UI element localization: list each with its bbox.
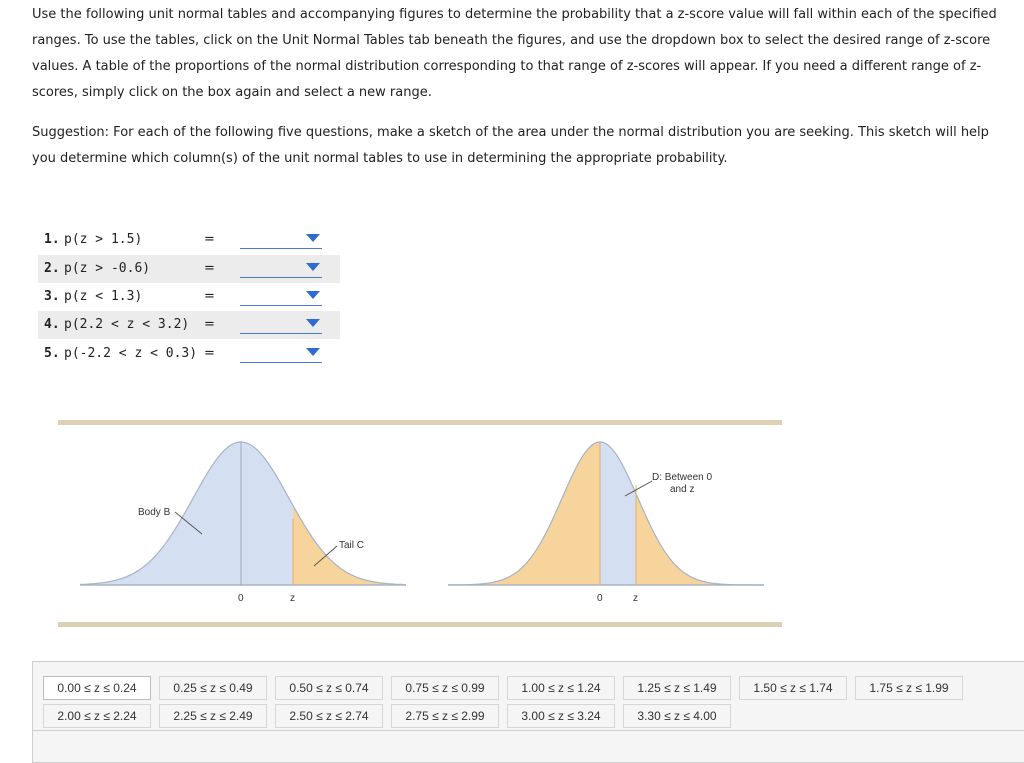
right-left-area (448, 442, 600, 585)
between-label-line2: and z (670, 484, 695, 495)
tab-range-1-00[interactable]: 1.00 ≤ z ≤ 1.24 (507, 676, 615, 700)
tail-c-label: Tail C (339, 540, 365, 551)
question-number: 1. (44, 232, 60, 247)
question-expression: p(z > -0.6) (64, 261, 151, 276)
equals-sign: = (204, 317, 215, 332)
equals-sign: = (204, 261, 215, 276)
tab-range-0-75[interactable]: 0.75 ≤ z ≤ 0.99 (391, 676, 499, 700)
tab-range-2-25[interactable]: 2.25 ≤ z ≤ 2.49 (159, 704, 267, 728)
answer-dropdown-4[interactable] (240, 315, 322, 334)
answer-dropdown-2[interactable] (240, 259, 322, 278)
panel-divider (33, 730, 1024, 731)
tab-range-1-75[interactable]: 1.75 ≤ z ≤ 1.99 (855, 676, 963, 700)
equals-sign: = (204, 346, 215, 361)
normal-distribution-figure (58, 428, 782, 618)
tab-range-1-25[interactable]: 1.25 ≤ z ≤ 1.49 (623, 676, 731, 700)
tab-range-0-00[interactable]: 0.00 ≤ z ≤ 0.24 (43, 676, 151, 700)
figure-bottom-border (58, 622, 782, 627)
equals-sign: = (204, 232, 215, 247)
left-body-area (80, 442, 293, 585)
question-number: 2. (44, 261, 60, 276)
tab-range-2-50[interactable]: 2.50 ≤ z ≤ 2.74 (275, 704, 383, 728)
question-row-4 (38, 311, 340, 339)
dropdown-arrow-icon (306, 291, 320, 299)
figure-top-border (58, 420, 782, 425)
answer-dropdown-5[interactable] (240, 344, 322, 363)
question-expression: p(z > 1.5) (64, 232, 143, 247)
right-axis-zero: 0 (597, 593, 603, 604)
tab-range-2-00[interactable]: 2.00 ≤ z ≤ 2.24 (43, 704, 151, 728)
right-tail-area (636, 494, 764, 585)
question-expression: p(z < 1.3) (64, 289, 143, 304)
instructions-paragraph: Use the following unit normal tables and accompanying figures to determine the probability that a z-score value will fall within each of the specified ranges. To use the tables, click on the Unit Normal Tables tab beneath the figures, and use the dropdown box to select the desired range of z-score values. A table of the proportions of the normal distribution corresponding to that range of z-scores will appear. If you need a different range of z-scores, simply click on the box again and select a new range. (32, 7, 997, 100)
tab-range-0-25[interactable]: 0.25 ≤ z ≤ 0.49 (159, 676, 267, 700)
answer-dropdown-1[interactable] (240, 230, 322, 249)
question-expression: p(2.2 < z < 3.2) (64, 317, 190, 332)
suggestion-paragraph: Suggestion: For each of the following five questions, make a sketch of the area under the normal distribution you are seeking. This sketch will help you determine which column(s) of the unit normal tables to use in determining the appropriate probability. (32, 125, 989, 166)
right-between-area (600, 442, 636, 585)
tab-range-3-30[interactable]: 3.30 ≤ z ≤ 4.00 (623, 704, 731, 728)
equals-sign: = (204, 289, 215, 304)
tab-range-0-50[interactable]: 0.50 ≤ z ≤ 0.74 (275, 676, 383, 700)
dropdown-arrow-icon (306, 234, 320, 242)
question-row-3 (38, 283, 340, 311)
dropdown-arrow-icon (306, 263, 320, 271)
left-axis-z: z (290, 593, 295, 604)
question-row-1 (38, 226, 340, 254)
right-axis-z: z (633, 593, 638, 604)
answer-dropdown-3[interactable] (240, 287, 322, 306)
between-label-line1: D: Between 0 (652, 472, 713, 483)
unit-normal-tables-panel (32, 661, 1024, 763)
question-expression: p(-2.2 < z < 0.3) (64, 346, 198, 361)
question-number: 3. (44, 289, 60, 304)
question-row-2 (38, 255, 340, 283)
tab-range-3-00[interactable]: 3.00 ≤ z ≤ 3.24 (507, 704, 615, 728)
left-axis-zero: 0 (238, 593, 244, 604)
question-number: 4. (44, 317, 60, 332)
question-row-5 (38, 340, 340, 368)
tab-range-2-75[interactable]: 2.75 ≤ z ≤ 2.99 (391, 704, 499, 728)
dropdown-arrow-icon (306, 348, 320, 356)
question-number: 5. (44, 346, 60, 361)
dropdown-arrow-icon (306, 319, 320, 327)
tab-range-1-50[interactable]: 1.50 ≤ z ≤ 1.74 (739, 676, 847, 700)
body-b-label: Body B (138, 507, 171, 518)
